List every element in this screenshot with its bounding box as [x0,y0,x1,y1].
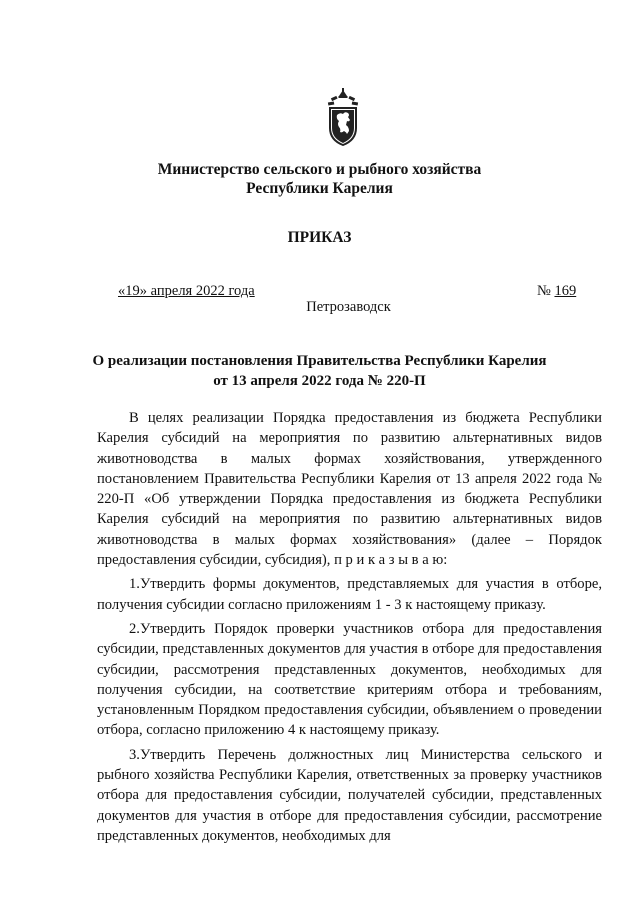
body-paragraph: 1.Утвердить формы документов, представляемых для участия в отборе, получения субсидии согласно приложениям 1 - 3 к настоящему приказу. [97,576,602,613]
body-paragraph: В целях реализации Порядка предоставления из бюджета Республики Карелия субсидий на мероприятия по развитию альтернативных видов животноводства в малых формах хозяйствования, утвержденного постановлением Правительства Республики Карелия от 13 апреля 2022 года № 220-П «Об утверждении Порядка предоставления из бюджета Республики Карелия субсидий на мероприятия по развитию альтернативных видов животноводства в малых формах хозяйствования» (далее – Порядок предоставления субсидии, субсидия), п р и к а з ы в а ю: [97,410,602,569]
order-body [97,408,602,846]
order-number [537,283,576,300]
body-paragraph: 3.Утвердить Перечень должностных лиц Министерства сельского и рыбного хозяйства Республики Карелия, ответственных за проверку участников отбора для предоставления субсидии, получателей субсидии, представленных документов для участия в отборе для предоставления субсидии, рассмотрение представленных документов, необходимых для [97,746,602,844]
subject-line-1: О реализации постановления Правительства Республики Карелия [92,353,547,369]
ministry-line-2: Республики Карелия [246,180,393,197]
ministry-line-1: Министерство сельского и рыбного хозяйства [157,161,482,178]
city: Петрозаводск [306,299,391,315]
order-date: «19» апреля 2022 года [118,283,255,299]
ministry-name [0,160,639,198]
document-type: ПРИКАЗ [287,229,352,246]
karelia-coat-of-arms-icon [326,88,360,146]
subject-line-2: от 13 апреля 2022 года № 220-П [213,373,426,389]
order-subject [0,351,639,391]
number-value: 169 [554,283,577,299]
body-paragraph: 2.Утвердить Порядок проверки участников отбора для предоставления субсидии, представленных документов для участия в отборе для предоставления субсидии, рассмотрения представленных документов, необходимых для получения субсидии, на соответствие критериям отбора и требованиям, установленным Порядком предоставления субсидии, объявлением о проведении отбора, согласно приложению 4 к настоящему приказу. [97,620,602,739]
number-prefix: № [537,283,551,299]
